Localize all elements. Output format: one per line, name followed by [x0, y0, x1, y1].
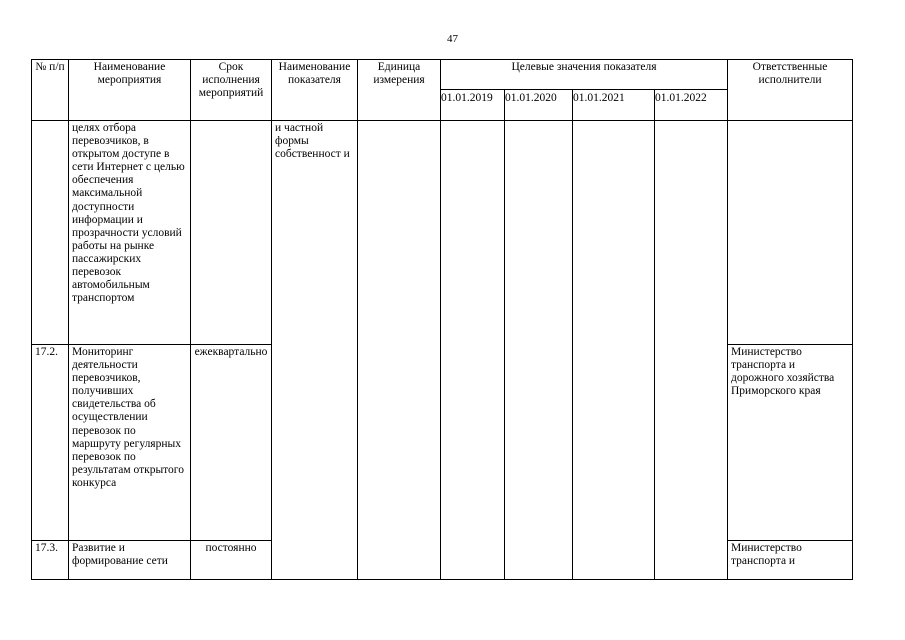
table-row	[32, 121, 853, 345]
header-target-values: Целевые значения показателя	[441, 60, 728, 90]
header-activity: Наименование мероприятия	[69, 60, 191, 121]
row-responsible	[728, 121, 853, 345]
header-row	[32, 60, 853, 90]
row-activity: Мониторинг деятельности перевозчиков, получивших свидетельства об осуществлении перевозок по маршруту регулярных перевозок по результатам открытого конкурса	[69, 345, 191, 541]
row-term	[191, 121, 272, 345]
row-responsible: Министерство транспорта и дорожного хозяйства Приморского края	[728, 345, 853, 541]
row-indicator: и частной формы собственност и	[272, 121, 358, 580]
row-num: 17.3.	[32, 541, 69, 580]
measures-table	[31, 59, 853, 580]
header-date-2019: 01.01.2019	[441, 90, 505, 121]
header-responsible: Ответственные исполнители	[728, 60, 853, 121]
row-activity: Развитие и формирование сети	[69, 541, 191, 580]
row-value-2021	[573, 121, 655, 580]
row-value-2019	[441, 121, 505, 580]
header-unit: Единица измерения	[358, 60, 441, 121]
header-num: № п/п	[32, 60, 69, 121]
row-value-2020	[505, 121, 573, 580]
page-number: 47	[447, 33, 458, 45]
header-indicator: Наименование показателя	[272, 60, 358, 121]
row-num	[32, 121, 69, 345]
header-date-2022: 01.01.2022	[655, 90, 728, 121]
row-num: 17.2.	[32, 345, 69, 541]
row-value-2022	[655, 121, 728, 580]
row-unit	[358, 121, 441, 580]
header-date-2021: 01.01.2021	[573, 90, 655, 121]
row-term: ежеквартально	[191, 345, 272, 541]
header-term: Срок исполнения мероприятий	[191, 60, 272, 121]
row-term: постоянно	[191, 541, 272, 580]
row-activity: целях отбора перевозчиков, в открытом доступе в сети Интернет с целью обеспечения максимальной доступности информации и прозрачности условий работы на рынке пассажирских перевозок автомобильным транспортом	[69, 121, 191, 345]
row-responsible: Министерство транспорта и	[728, 541, 853, 580]
header-date-2020: 01.01.2020	[505, 90, 573, 121]
